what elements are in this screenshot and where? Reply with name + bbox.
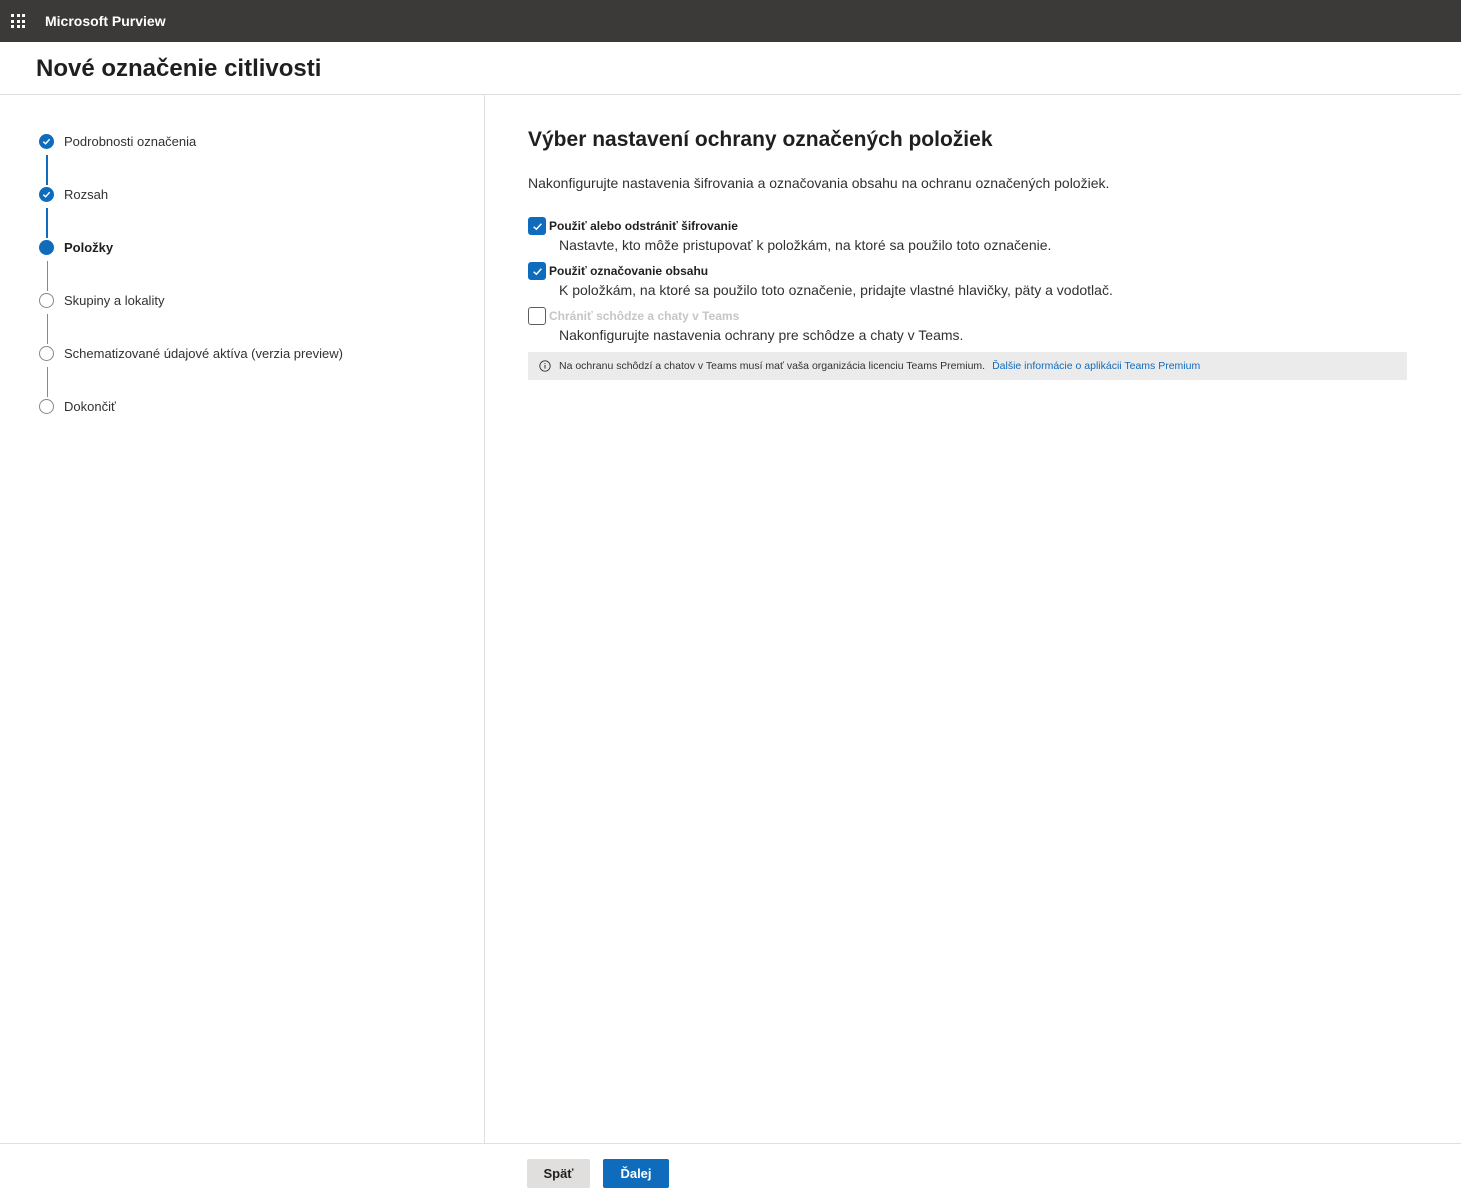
teams-protection-checkbox[interactable]: [528, 307, 546, 325]
section-title: Výber nastavení ochrany označených položiek: [528, 128, 993, 151]
back-button[interactable]: Späť: [527, 1159, 590, 1188]
checkmark-icon: [532, 221, 543, 232]
step-schematizovane[interactable]: [39, 345, 343, 361]
step-label: Dokončiť: [64, 398, 116, 414]
option-description: Nakonfigurujte nastavenia ochrany pre schôdze a chaty v Teams.: [559, 327, 964, 343]
top-bar: [0, 0, 1461, 42]
option-description: Nastavte, kto môže pristupovať k položkám, na ktoré sa použilo toto označenie.: [559, 237, 1052, 253]
step-connector: [46, 155, 48, 185]
info-text: Na ochranu schôdzí a chatov v Teams musí mať vaša organizácia licenciu Teams Premium.: [559, 360, 986, 372]
pending-step-icon: [39, 346, 54, 361]
step-podrobnosti[interactable]: [39, 133, 196, 149]
step-label: Položky: [64, 239, 114, 255]
step-connector: [47, 314, 48, 344]
step-label: Skupiny a lokality: [64, 292, 165, 308]
content-marking-checkbox[interactable]: [528, 262, 546, 280]
current-step-icon: [39, 240, 54, 255]
checkmark-icon: [39, 134, 54, 149]
page-title: Nové označenie citlivosti: [36, 55, 322, 82]
pending-step-icon: [39, 399, 54, 414]
section-description: Nakonfigurujte nastavenia šifrovania a označovania obsahu na ochranu označených položiek.: [528, 175, 1110, 191]
step-connector: [46, 208, 48, 238]
step-connector: [47, 367, 48, 397]
pending-step-icon: [39, 293, 54, 308]
step-label: Rozsah: [64, 186, 109, 202]
waffle-icon[interactable]: [11, 14, 25, 28]
app-name[interactable]: Microsoft Purview: [45, 13, 166, 29]
option-label[interactable]: Použiť označovanie obsahu: [549, 264, 709, 278]
option-description: K položkám, na ktoré sa použilo toto označenie, pridajte vlastné hlavičky, päty a vodotlač.: [559, 282, 1113, 298]
option-label[interactable]: Použiť alebo odstrániť šifrovanie: [549, 219, 738, 233]
checkmark-icon: [39, 187, 54, 202]
wizard-steps: [0, 95, 485, 1143]
checkmark-icon: [532, 266, 543, 277]
step-skupiny[interactable]: [39, 292, 164, 308]
footer: [0, 1143, 1461, 1200]
step-label: Podrobnosti označenia: [64, 133, 197, 149]
step-polozky[interactable]: [39, 239, 113, 255]
page-header: [0, 42, 1461, 95]
step-rozsah[interactable]: [39, 186, 108, 202]
step-connector: [47, 261, 48, 291]
step-label: Schematizované údajové aktíva (verzia preview): [64, 345, 343, 361]
step-dokoncit[interactable]: [39, 398, 116, 414]
info-icon: [539, 360, 551, 372]
next-button[interactable]: Ďalej: [603, 1159, 669, 1188]
teams-premium-link[interactable]: Ďalšie informácie o aplikácii Teams Premium: [992, 360, 1201, 372]
info-message-bar: [528, 352, 1407, 380]
encryption-checkbox[interactable]: [528, 217, 546, 235]
option-label: Chrániť schôdze a chaty v Teams: [549, 309, 740, 323]
